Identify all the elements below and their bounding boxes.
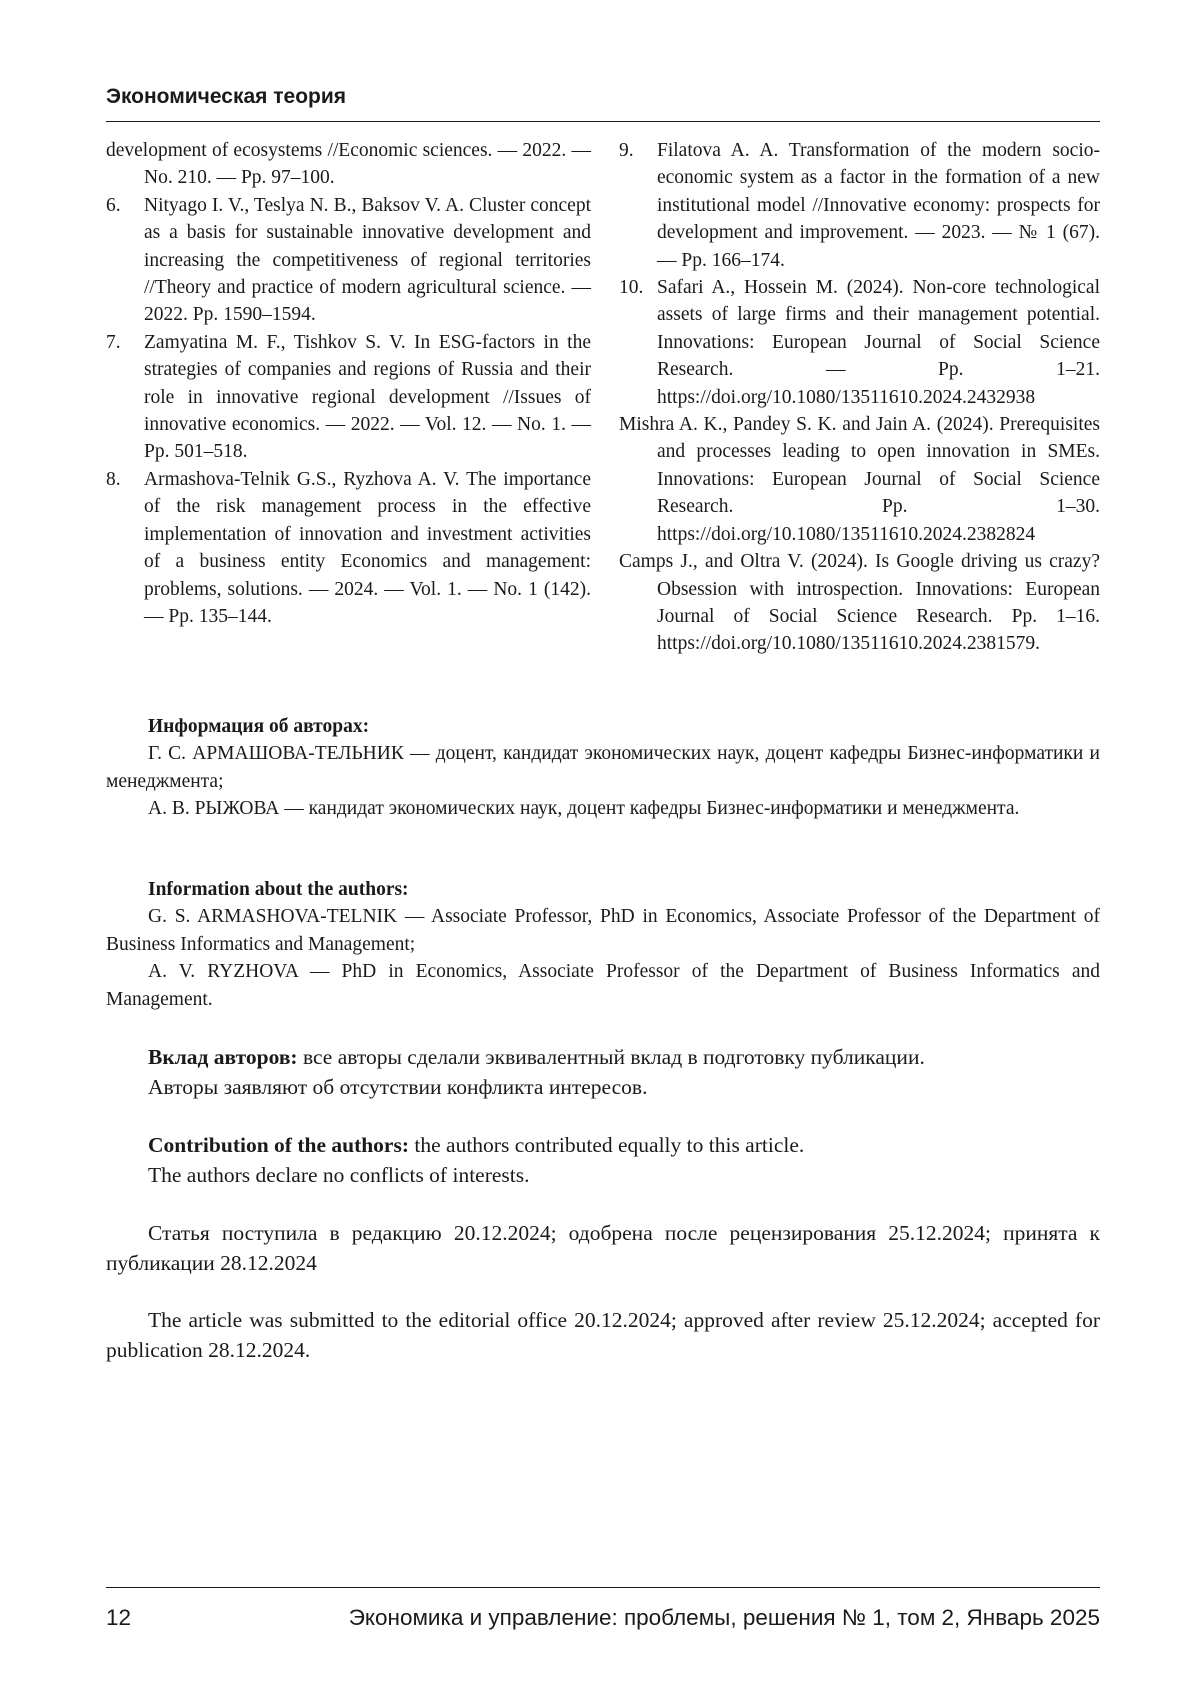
authors-info-heading-en: Information about the authors: <box>148 879 409 900</box>
article-dates-english <box>106 1306 1100 1365</box>
authors-info-russian <box>106 713 1100 823</box>
article-dates-text-en: The article was submitted to the editorial office 20.12.2024; approved after review 25.12.2024; accepted for publication 28.12.2024. <box>106 1306 1100 1365</box>
reference-text: Camps J., and Oltra V. (2024). Is Google driving us crazy? Obsession with introspection. Innovations: European Journal of Social Science Research. Pp. 1–16. https://doi.org/10.1080/13511610.2024.2381579. <box>657 548 1100 658</box>
author-2-info-ru: А. В. РЫЖОВА — кандидат экономических наук, доцент кафедры Бизнес-информатики и менеджмента. <box>106 795 1100 822</box>
reference-text: development of ecosystems //Economic sciences. — 2022. — No. 210. — Pp. 97–100. <box>144 137 591 192</box>
reference-text: Safari A., Hossein M. (2024). Non-core technological assets of large firms and their management potential. Innovations: European Journal of Social Science Research. — Pp. 1–21. https://doi.org/10.1080/13511610.2024.2432938 <box>657 274 1100 411</box>
contribution-label-ru: Вклад авторов: <box>148 1045 298 1069</box>
journal-page <box>106 0 1100 1698</box>
journal-issue-title: Экономика и управление: проблемы, решения № 1, том 2, Январь 2025 <box>349 1604 1100 1632</box>
reference-text: Mishra A. K., Pandey S. K. and Jain A. (2024). Prerequisites and processes leading to open innovation in SMEs. Innovations: European Journal of Social Science Research. Pp. 1–30. https://doi.org/10.1080/13511610.2024.2382824 <box>657 411 1100 548</box>
reference-6 <box>106 192 591 329</box>
reference-mishra <box>619 411 1100 548</box>
author-2-info-en: A. V. RYZHOVA — PhD in Economics, Associate Professor of the Department of Business Informatics and Management. <box>106 958 1100 1013</box>
authors-info-heading-ru: Информация об авторах: <box>148 716 369 737</box>
reference-text: Nityago I. V., Teslya N. B., Baksov V. A. Cluster concept as a basis for sustainable innovative development and increasing the competitiveness of regional territories //Theory and practice of modern agricultural science. — 2022. Pp. 1590–1594. <box>144 192 591 329</box>
reference-number: 10. <box>619 274 643 301</box>
contribution-text-en: the authors contributed equally to this article. <box>409 1133 804 1157</box>
reference-9 <box>619 137 1100 274</box>
author-1-info-ru: Г. С. АРМАШОВА-ТЕЛЬНИК — доцент, кандидат экономических наук, доцент кафедры Бизнес-информатики и менеджмента; <box>106 740 1100 795</box>
references-right-column <box>619 137 1100 658</box>
reference-7 <box>106 329 591 466</box>
author-1-info-en: G. S. ARMASHOVA-TELNIK — Associate Professor, PhD in Economics, Associate Professor of the Department of Business Informatics and Management; <box>106 903 1100 958</box>
reference-number: 9. <box>619 137 634 164</box>
reference-number: 6. <box>106 192 121 219</box>
article-dates-russian <box>106 1219 1100 1278</box>
footer-rule <box>106 1587 1100 1588</box>
reference-10 <box>619 274 1100 411</box>
header-rule <box>106 121 1100 122</box>
reference-number: 8. <box>106 466 121 493</box>
reference-text: Zamyatina M. F., Tishkov S. V. In ESG-factors in the strategies of companies and regions of Russia and their role in innovative regional development //Issues of innovative economics. — 2022. — Vol. 12. — No. 1. — Pp. 501–518. <box>144 329 591 466</box>
reference-number: 7. <box>106 329 121 356</box>
reference-camps <box>619 548 1100 658</box>
reference-text: Filatova A. A. Transformation of the modern socio-economic system as a factor in the formation of a new institutional model //Innovative economy: prospects for development and improvement. — 2023. — № 1 (67). — Pp. 166–174. <box>657 137 1100 274</box>
contribution-russian <box>106 1043 1100 1102</box>
contribution-english <box>106 1131 1100 1190</box>
authors-info-english <box>106 876 1100 1013</box>
reference-5-continuation <box>106 137 591 192</box>
running-head-section-title: Экономическая теория <box>106 84 1100 110</box>
contribution-label-en: Contribution of the authors: <box>148 1133 409 1157</box>
reference-8 <box>106 466 591 630</box>
contribution-text-ru: все авторы сделали эквивалентный вклад в подготовку публикации. <box>298 1045 925 1069</box>
page-number: 12 <box>106 1604 131 1632</box>
reference-text: Armashova-Telnik G.S., Ryzhova A. V. The importance of the risk management process in the effective implementation of innovation and investment activities of a business entity Economics and management: problems, solutions. — 2024. — Vol. 1. — No. 1 (142). — Pp. 135–144. <box>144 466 591 630</box>
conflict-statement-en: The authors declare no conflicts of interests. <box>106 1161 1100 1191</box>
article-dates-text-ru: Статья поступила в редакцию 20.12.2024; одобрена после рецензирования 25.12.2024; принята к публикации 28.12.2024 <box>106 1219 1100 1278</box>
conflict-statement-ru: Авторы заявляют об отсутствии конфликта интересов. <box>106 1073 1100 1103</box>
references-left-column <box>106 137 591 630</box>
